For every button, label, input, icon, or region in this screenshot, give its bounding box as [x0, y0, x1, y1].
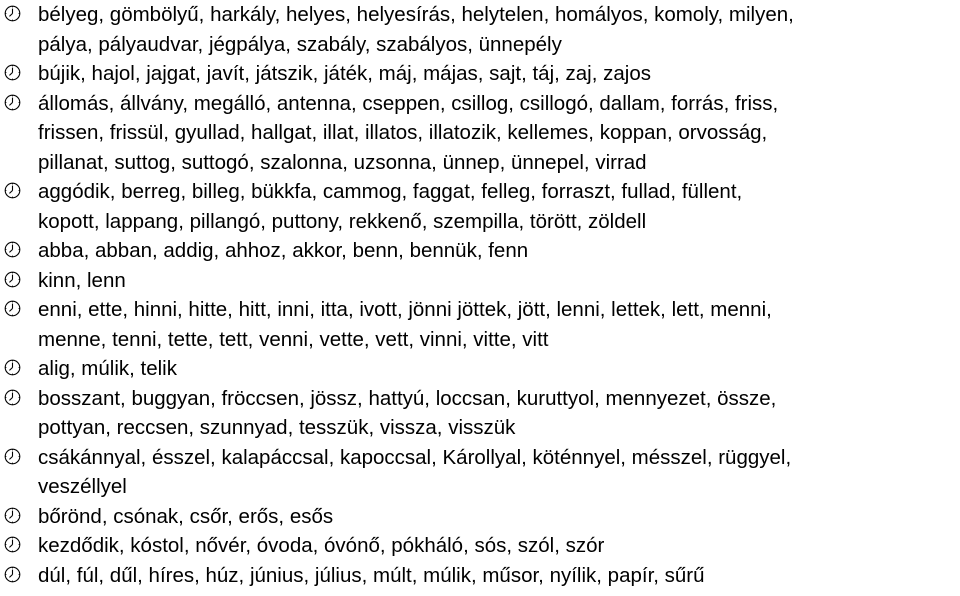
- list-item-text: frissen, frissül, gyullad, hallgat, illat, illatos, illatozik, kellemes, koppan, orvosság,: [38, 121, 768, 144]
- list-item-text: aggódik, berreg, billeg, bükkfa, cammog, faggat, felleg, forraszt, fullad, füllent,: [38, 180, 743, 203]
- clock-icon: [4, 507, 21, 524]
- clock-icon: [4, 300, 21, 317]
- clock-icon: [4, 389, 21, 406]
- list-item-text: bosszant, buggyan, fröccsen, jössz, hattyú, loccsan, kuruttyol, mennyezet, össze,: [38, 386, 777, 410]
- clock-icon: [4, 5, 21, 22]
- list-item-text: pottyan, reccsen, szunnyad, tesszük, vissza, visszük: [38, 416, 516, 439]
- clock-icon: [4, 241, 21, 258]
- clock-icon: [4, 448, 21, 465]
- list-item-text: abba, abban, addig, ahhoz, akkor, benn, bennük, fenn: [38, 239, 529, 262]
- list-item-text: alig, múlik, telik: [38, 357, 177, 380]
- clock-icon: [4, 359, 21, 376]
- list-item-text: bújik, hajol, jajgat, javít, játszik, játék, máj, májas, sajt, táj, zaj, zajos: [38, 62, 651, 85]
- clock-icon: [4, 566, 21, 583]
- list-item-text: kezdődik, kóstol, nővér, óvoda, óvónő, pókháló, sós, szól, szór: [38, 534, 605, 557]
- list-item-text: menne, tenni, tette, tett, venni, vette, vett, vinni, vitte, vitt: [38, 327, 549, 351]
- list-item-text: bélyeg, gömbölyű, harkály, helyes, helyesírás, helytelen, homályos, komoly, milyen,: [38, 3, 794, 26]
- list-item-text: kinn, lenn: [38, 268, 126, 292]
- list-item-text: bőrönd, csónak, csőr, erős, esős: [38, 504, 334, 528]
- list-item-text: kopott, lappang, pillangó, puttony, rekkenő, szempilla, törött, zöldell: [38, 209, 647, 233]
- clock-icon: [4, 94, 21, 111]
- list-item-text: csákánnyal, ésszel, kalapáccsal, kapoccsal, Károllyal, köténnyel, mésszel, rüggyel,: [38, 445, 792, 469]
- list-item-text: dúl, fúl, dűl, híres, húz, június, július, múlt, múlik, műsor, nyílik, papír, sűrű: [38, 563, 705, 587]
- clock-icon: [4, 271, 21, 288]
- list-item-text: pálya, pályaudvar, jégpálya, szabály, szabályos, ünnepély: [38, 32, 562, 56]
- list-item-text: pillanat, suttog, suttogó, szalonna, uzsonna, ünnep, ünnepel, virrad: [38, 150, 647, 174]
- list-item-text: enni, ette, hinni, hitte, hitt, inni, itta, ivott, jönni jöttek, jött, lenni, lettek, lett, menni,: [38, 298, 772, 321]
- clock-icon: [4, 536, 21, 553]
- list-item-text: állomás, állvány, megálló, antenna, cseppen, csillog, csillogó, dallam, forrás, friss,: [38, 91, 779, 115]
- clock-icon: [4, 64, 21, 81]
- list-item-text: veszéllyel: [38, 475, 127, 498]
- clock-icon: [4, 182, 21, 199]
